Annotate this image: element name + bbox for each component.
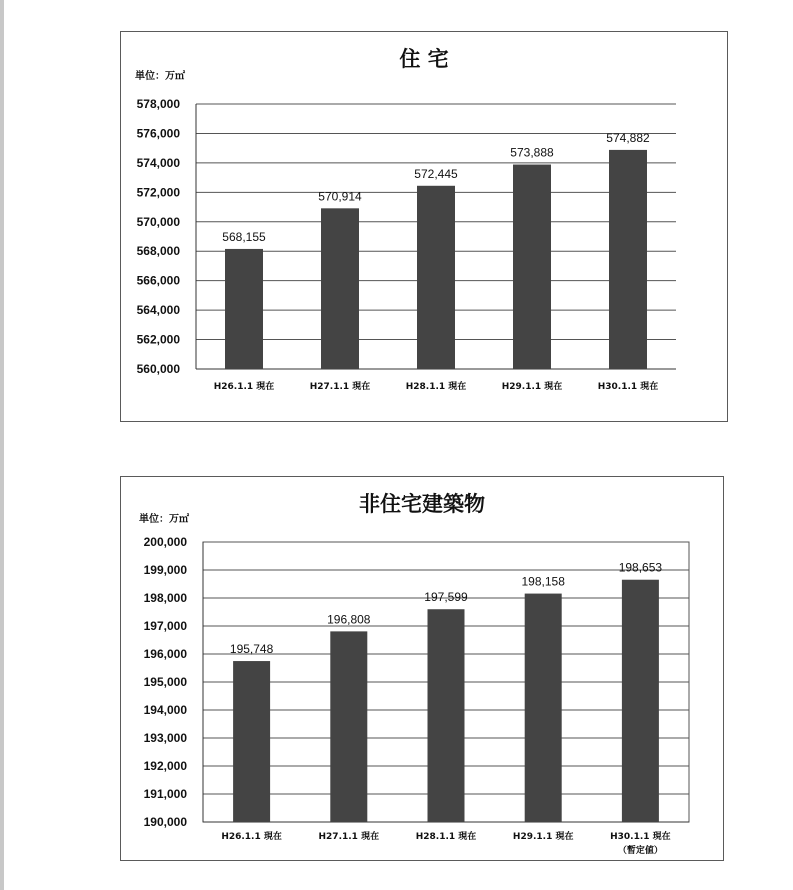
housing-data-label: 570,914 bbox=[318, 189, 362, 204]
housing-bar bbox=[321, 208, 359, 369]
housing-data-label: 573,888 bbox=[510, 145, 554, 160]
non-housing-data-label: 195,748 bbox=[229, 642, 274, 657]
housing-bar bbox=[513, 165, 551, 369]
non-housing-y-tick-label: 190,000 bbox=[143, 815, 187, 829]
housing-y-tick-label: 576,000 bbox=[136, 126, 180, 141]
housing-x-tick-label: H30.1.1 現在 bbox=[597, 382, 659, 392]
housing-y-tick-label: 568,000 bbox=[136, 244, 180, 259]
non-housing-y-tick-label: 199,000 bbox=[143, 563, 187, 577]
non-housing-y-tick-label: 193,000 bbox=[143, 731, 187, 745]
non-housing-x-tick-label: H26.1.1 現在 bbox=[221, 832, 282, 842]
non-housing-y-tick-label: 198,000 bbox=[143, 591, 187, 605]
page-left-border bbox=[0, 0, 4, 890]
non-housing-y-tick-label: 192,000 bbox=[143, 759, 187, 773]
non-housing-bar bbox=[622, 580, 659, 822]
housing-data-label: 568,155 bbox=[222, 229, 266, 244]
housing-y-tick-label: 578,000 bbox=[136, 97, 180, 111]
housing-y-tick-label: 574,000 bbox=[136, 155, 180, 170]
housing-y-tick-label: 566,000 bbox=[136, 273, 180, 288]
non-housing-bar bbox=[525, 594, 562, 822]
non-housing-bar-chart bbox=[121, 477, 723, 860]
housing-bar bbox=[417, 186, 455, 369]
non-housing-x-tick-note: （暫定値） bbox=[617, 846, 663, 856]
non-housing-chart-title: 非住宅建築物 bbox=[359, 492, 485, 516]
non-housing-data-label: 197,599 bbox=[424, 590, 468, 605]
non-housing-data-label: 198,653 bbox=[618, 560, 663, 575]
non-housing-data-label: 196,808 bbox=[327, 612, 371, 627]
non-housing-y-tick-label: 196,000 bbox=[143, 647, 187, 661]
housing-x-tick-label: H26.1.1 現在 bbox=[213, 382, 275, 392]
housing-bar bbox=[225, 249, 263, 369]
housing-y-tick-label: 560,000 bbox=[136, 362, 180, 376]
non-housing-bar bbox=[233, 661, 270, 822]
housing-y-tick-label: 564,000 bbox=[136, 303, 180, 318]
non-housing-y-tick-label: 197,000 bbox=[143, 619, 187, 633]
housing-x-tick-label: H27.1.1 現在 bbox=[309, 382, 371, 392]
housing-chart-title: 住 宅 bbox=[399, 47, 449, 71]
housing-bar-chart bbox=[121, 32, 727, 421]
housing-unit-label: 単位：万㎡ bbox=[135, 71, 185, 82]
non-housing-x-tick-label: H30.1.1 現在 bbox=[610, 832, 671, 842]
non-housing-y-tick-label: 200,000 bbox=[143, 535, 187, 549]
non-housing-x-tick-label: H27.1.1 現在 bbox=[318, 832, 380, 842]
housing-chart-panel bbox=[120, 31, 728, 422]
non-housing-y-tick-label: 195,000 bbox=[143, 675, 187, 689]
non-housing-x-tick-label: H28.1.1 現在 bbox=[415, 832, 477, 842]
non-housing-bar bbox=[330, 631, 367, 822]
housing-y-tick-label: 572,000 bbox=[136, 185, 180, 200]
non-housing-unit-label: 単位：万㎡ bbox=[139, 514, 189, 525]
housing-bar bbox=[609, 150, 647, 369]
housing-y-tick-label: 570,000 bbox=[136, 214, 180, 229]
non-housing-y-tick-label: 194,000 bbox=[143, 703, 187, 717]
non-housing-chart-panel bbox=[120, 476, 724, 861]
housing-data-label: 572,445 bbox=[414, 166, 458, 181]
non-housing-y-tick-label: 191,000 bbox=[143, 787, 187, 801]
housing-x-tick-label: H29.1.1 現在 bbox=[501, 382, 563, 392]
housing-x-tick-label: H28.1.1 現在 bbox=[405, 382, 467, 392]
non-housing-data-label: 198,158 bbox=[521, 574, 565, 589]
non-housing-x-tick-label: H29.1.1 現在 bbox=[512, 832, 574, 842]
non-housing-bar bbox=[428, 609, 465, 822]
housing-data-label: 574,882 bbox=[606, 130, 650, 145]
housing-y-tick-label: 562,000 bbox=[136, 332, 180, 347]
